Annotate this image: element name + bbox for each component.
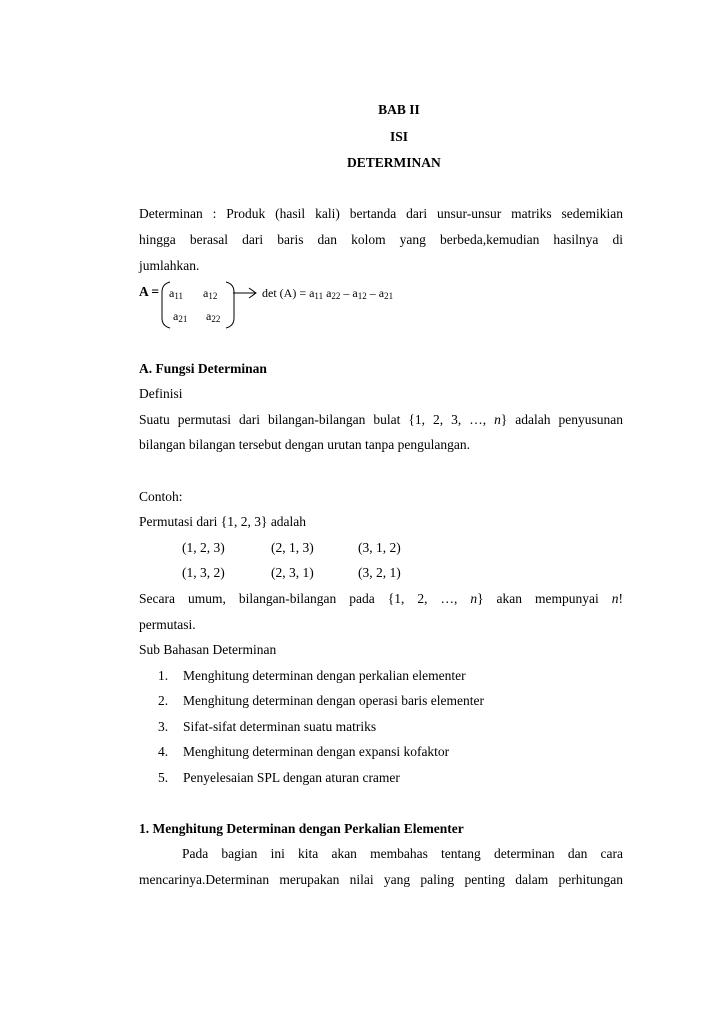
arrow-right-icon xyxy=(232,287,258,299)
matrix-a11: $a_{11}$ xyxy=(169,286,183,301)
contoh-label: Contoh: xyxy=(139,489,183,504)
list-text: Penyelesaian SPL dengan aturan cramer xyxy=(183,770,400,785)
permutation-cell: (1, 3, 2) xyxy=(182,565,225,580)
permutation-cell: (1, 2, 3) xyxy=(182,540,225,555)
list-number: 4. xyxy=(158,744,169,759)
list-number: 3. xyxy=(158,719,169,734)
intro-line-3: jumlahkan. xyxy=(139,258,200,273)
page-title: DETERMINAN xyxy=(347,155,441,170)
section-1-line-2: mencarinya.Determinan merupakan nilai yang paling penting dalam perhitungan xyxy=(139,872,623,887)
matrix-a21: $a_{21}$ xyxy=(173,309,188,324)
determinant-formula: $\det (A) = a_{11}$ $a_{22} - a_{12} - a_{21}$ xyxy=(262,286,394,301)
summary-line-1: Secara umum, bilangan-bilangan pada {1, 2, …, n} akan mempunyai n! xyxy=(139,591,623,606)
matrix-label: A = xyxy=(139,284,160,299)
contoh-intro: Permutasi dari {1, 2, 3} adalah xyxy=(139,514,307,529)
matrix-a22: $a_{22}$ xyxy=(206,309,221,324)
intro-line-2: hingga berasal dari baris dan kolom yang berbeda,kemudian hasilnya di xyxy=(139,232,623,247)
intro-line-1: Determinan : Produk (hasil kali) bertanda dari unsur-unsur matriks sedemikian xyxy=(139,206,623,221)
permutation-cell: (2, 1, 3) xyxy=(271,540,314,555)
permutation-cell: (3, 2, 1) xyxy=(358,565,401,580)
permutation-cell: (2, 3, 1) xyxy=(271,565,314,580)
list-text: Menghitung determinan dengan expansi kofaktor xyxy=(183,744,450,759)
definition-line-1: Suatu permutasi dari bilangan-bilangan bulat {1, 2, 3, …, n} adalah penyusunan xyxy=(139,412,623,427)
list-number: 1. xyxy=(158,668,169,683)
section-1-heading: 1. Menghitung Determinan dengan Perkalian Elementer xyxy=(139,821,464,836)
permutation-cell: (3, 1, 2) xyxy=(358,540,401,555)
definition-line-2: bilangan bilangan tersebut dengan urutan tanpa pengulangan. xyxy=(139,437,471,452)
list-number: 5. xyxy=(158,770,169,785)
section-1-line-1: Pada bagian ini kita akan membahas tentang determinan dan cara xyxy=(182,846,623,861)
matrix-a12: $a_{12}$ xyxy=(203,286,218,301)
list-text: Sifat-sifat determinan suatu matriks xyxy=(183,719,377,734)
list-text: Menghitung determinan dengan operasi baris elementer xyxy=(183,693,485,708)
section-label: ISI xyxy=(389,129,408,144)
list-number: 2. xyxy=(158,693,169,708)
definisi-label: Definisi xyxy=(139,386,183,401)
sub-bahasan-title: Sub Bahasan Determinan xyxy=(139,642,277,657)
chapter-label: BAB II xyxy=(378,102,420,117)
section-a-heading: A. Fungsi Determinan xyxy=(139,361,267,376)
summary-line-2: permutasi. xyxy=(139,617,196,632)
list-text: Menghitung determinan dengan perkalian elementer xyxy=(183,668,466,683)
